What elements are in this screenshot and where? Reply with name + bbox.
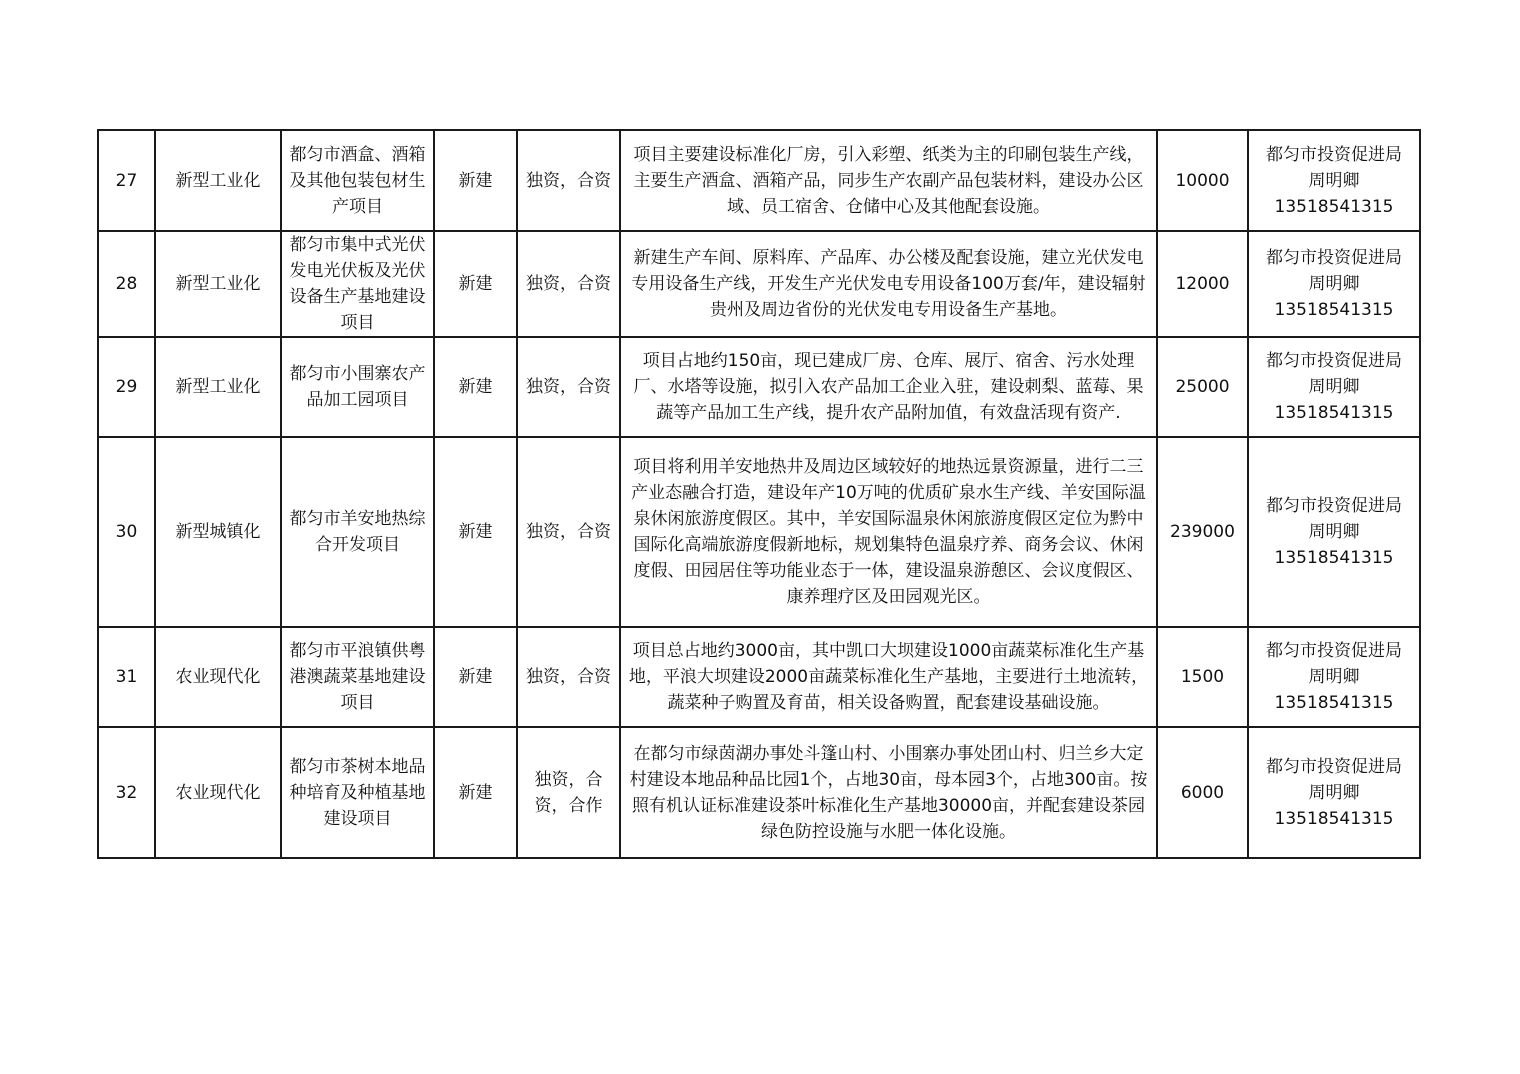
- contact-phone: 13518541315: [1274, 300, 1394, 320]
- contact-person: 周明卿: [1308, 274, 1360, 294]
- row-cooperation-mode: 独资，合资: [517, 130, 620, 231]
- contact-org: 都匀市投资促进局: [1266, 248, 1402, 268]
- row-category: 农业现代化: [155, 727, 281, 858]
- project-table: [97, 129, 1421, 859]
- row-project-name: 都匀市小围寨农产品加工园项目: [281, 337, 434, 437]
- row-category: 新型工业化: [155, 231, 281, 337]
- row-project-name: 都匀市平浪镇供粤港澳蔬菜基地建设项目: [281, 627, 434, 727]
- row-construction-type: 新建: [434, 130, 517, 231]
- row-investment: 10000: [1157, 130, 1248, 231]
- table-row: [98, 627, 1420, 727]
- row-description: 项目总占地约3000亩，其中凯口大坝建设1000亩蔬菜标准化生产基地，平浪大坝建设2000亩蔬菜标准化生产基地，主要进行土地流转，蔬菜种子购置及育苗，相关设备购置，配套建设基础设施。: [620, 627, 1157, 727]
- contact-phone: 13518541315: [1274, 693, 1394, 713]
- table-row: [98, 337, 1420, 437]
- row-cooperation-mode: 独资，合资: [517, 231, 620, 337]
- row-description: 在都匀市绿茵湖办事处斗篷山村、小围寨办事处团山村、归兰乡大定村建设本地品种品比园1个，占地30亩，母本园3个，占地300亩。按照有机认证标准建设茶叶标准化生产基地30000亩，并配套建设茶园绿色防控设施与水肥一体化设施。: [620, 727, 1157, 858]
- row-construction-type: 新建: [434, 231, 517, 337]
- contact-org: 都匀市投资促进局: [1266, 144, 1402, 165]
- row-construction-type: 新建: [434, 627, 517, 727]
- row-number: 30: [98, 437, 155, 627]
- contact-person: 周明卿: [1308, 170, 1360, 191]
- table-body: [98, 130, 1420, 858]
- row-contact: [1248, 337, 1420, 437]
- row-construction-type: 新建: [434, 437, 517, 627]
- row-cooperation-mode: 独资，合资: [517, 627, 620, 727]
- row-category: 新型工业化: [155, 130, 281, 231]
- row-contact: [1248, 231, 1420, 337]
- contact-person: 周明卿: [1308, 522, 1360, 542]
- row-number: 28: [98, 231, 155, 337]
- row-investment: 6000: [1157, 727, 1248, 858]
- row-construction-type: 新建: [434, 337, 517, 437]
- contact-phone: 13518541315: [1274, 196, 1394, 217]
- row-construction-type: 新建: [434, 727, 517, 858]
- table-row: [98, 231, 1420, 337]
- table-row: [98, 727, 1420, 858]
- row-project-name: 都匀市酒盒、酒箱及其他包装包材生产项目: [281, 130, 434, 231]
- row-cooperation-mode: 独资，合资: [517, 337, 620, 437]
- contact-person: 周明卿: [1308, 667, 1360, 687]
- row-description: 项目占地约150亩，现已建成厂房、仓库、展厅、宿舍、污水处理厂、水塔等设施，拟引入农产品加工企业入驻，建设刺梨、蓝莓、果蔬等产品加工生产线，提升农产品附加值，有效盘活现有资产.: [620, 337, 1157, 437]
- row-cooperation-mode: 独资，合资，合作: [517, 727, 620, 858]
- row-project-name: 都匀市羊安地热综合开发项目: [281, 437, 434, 627]
- row-investment: 1500: [1157, 627, 1248, 727]
- table-row: [98, 437, 1420, 627]
- row-description: 项目将利用羊安地热井及周边区域较好的地热远景资源量，进行二三产业态融合打造，建设年产10万吨的优质矿泉水生产线、羊安国际温泉休闲旅游度假区。其中，羊安国际温泉休闲旅游度假区定位为黔中国际化高端旅游度假新地标，规划集特色温泉疗养、商务会议、休闲度假、田园居住等功能业态于一体，建设温泉游憩区、会议度假区、康养理疗区及田园观光区。: [620, 437, 1157, 627]
- contact-phone: 13518541315: [1274, 548, 1394, 568]
- contact-org: 都匀市投资促进局: [1266, 351, 1402, 371]
- row-investment: 25000: [1157, 337, 1248, 437]
- row-number: 29: [98, 337, 155, 437]
- contact-org: 都匀市投资促进局: [1266, 496, 1402, 516]
- row-investment: 239000: [1157, 437, 1248, 627]
- row-cooperation-mode: 独资，合资: [517, 437, 620, 627]
- row-contact: [1248, 627, 1420, 727]
- row-category: 新型工业化: [155, 337, 281, 437]
- contact-org: 都匀市投资促进局: [1266, 756, 1402, 777]
- row-number: 27: [98, 130, 155, 231]
- row-contact: [1248, 437, 1420, 627]
- contact-org: 都匀市投资促进局: [1266, 641, 1402, 661]
- row-project-name: 都匀市集中式光伏发电光伏板及光伏设备生产基地建设项目: [281, 231, 434, 337]
- contact-person: 周明卿: [1308, 782, 1360, 803]
- row-description: 项目主要建设标准化厂房，引入彩塑、纸类为主的印刷包装生产线，主要生产酒盒、酒箱产品，同步生产农副产品包装材料，建设办公区域、员工宿舍、仓储中心及其他配套设施。: [620, 130, 1157, 231]
- contact-person: 周明卿: [1308, 377, 1360, 397]
- contact-phone: 13518541315: [1274, 808, 1394, 829]
- table-row: [98, 130, 1420, 231]
- row-contact: [1248, 727, 1420, 858]
- row-category: 新型城镇化: [155, 437, 281, 627]
- row-description: 新建生产车间、原料库、产品库、办公楼及配套设施，建立光伏发电专用设备生产线，开发生产光伏发电专用设备100万套/年，建设辐射贵州及周边省份的光伏发电专用设备生产基地。: [620, 231, 1157, 337]
- row-number: 31: [98, 627, 155, 727]
- row-contact: [1248, 130, 1420, 231]
- row-project-name: 都匀市茶树本地品种培育及种植基地建设项目: [281, 727, 434, 858]
- row-category: 农业现代化: [155, 627, 281, 727]
- row-investment: 12000: [1157, 231, 1248, 337]
- row-number: 32: [98, 727, 155, 858]
- contact-phone: 13518541315: [1274, 403, 1394, 423]
